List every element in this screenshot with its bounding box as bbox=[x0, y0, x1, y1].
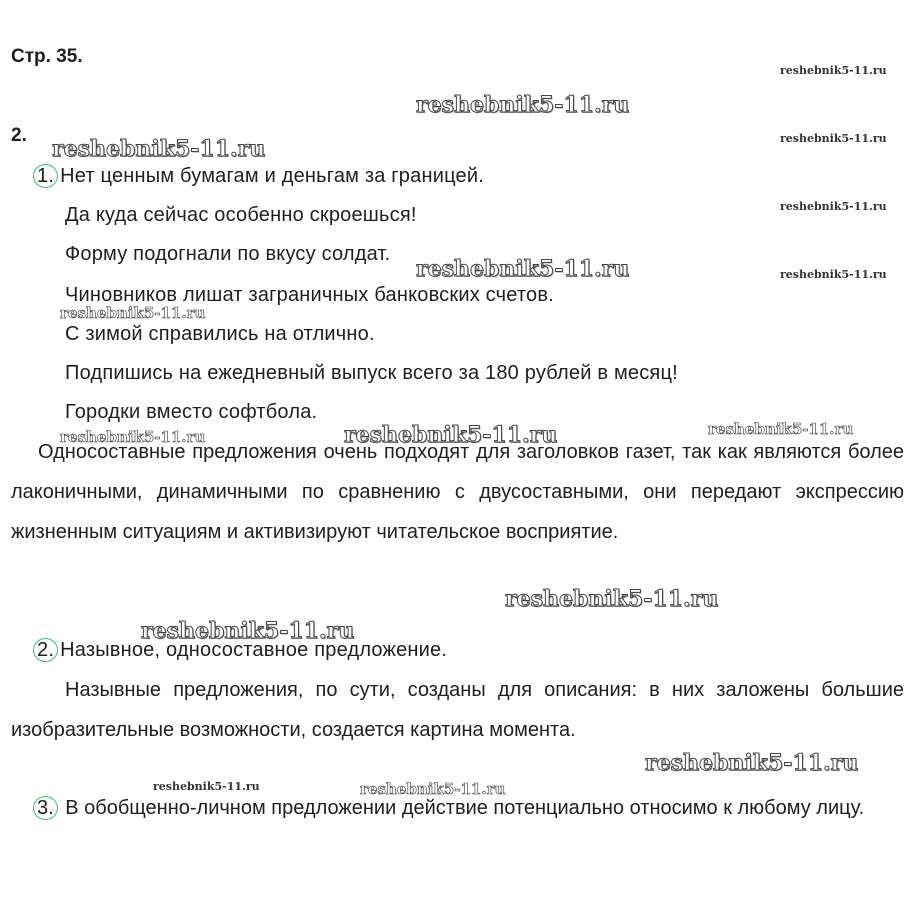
page-label: Стр. 35. bbox=[11, 46, 83, 67]
item-1-line-7: Городки вместо софтбола. bbox=[65, 401, 318, 423]
item-3-text: 3. В обобщенно-личном предложении действие потенциально относимо к любому лицу. bbox=[11, 788, 904, 828]
watermark: reshebnik5-11.ru bbox=[780, 132, 887, 145]
watermark: reshebnik5-11.ru bbox=[780, 64, 887, 77]
watermark: reshebnik5-11.ru bbox=[344, 422, 558, 448]
task-number: 2. bbox=[11, 125, 27, 146]
item-3-number: 3. bbox=[33, 796, 58, 820]
item-1-line-1: 1. Нет ценным бумагам и деньгам за границей. bbox=[33, 164, 484, 188]
item-1-line-5: С зимой справились на отлично. bbox=[65, 323, 375, 345]
item-2-number: 2. bbox=[33, 638, 58, 662]
watermark: reshebnik5-11.ru bbox=[780, 200, 887, 213]
item-2-line-1: 2. Назывное, односоставное предложение. bbox=[33, 638, 447, 662]
watermark: reshebnik5-11.ru bbox=[153, 780, 260, 793]
item-1-line-6: Подпишись на ежедневный выпуск всего за 180 рублей в месяц! bbox=[65, 362, 678, 384]
watermark: reshebnik5-11.ru bbox=[416, 92, 630, 118]
watermark: reshebnik5-11.ru bbox=[360, 780, 506, 798]
watermark: reshebnik5-11.ru bbox=[141, 618, 355, 644]
item-1-explanation: Односоставные предложения очень подходят для заголовков газет, так как являются более лаконичными, динамичными по сравнению с двусоставными, они передают экспрессию жизненным ситуациям и активизируют читательское восприятие. bbox=[11, 441, 904, 543]
watermark: reshebnik5-11.ru bbox=[780, 268, 887, 281]
watermark: reshebnik5-11.ru bbox=[52, 136, 266, 162]
watermark: reshebnik5-11.ru bbox=[645, 750, 859, 776]
item-2-explanation: Назывные предложения, по сути, созданы для описания: в них заложены большие изобразительные возможности, создается картина момента. bbox=[11, 679, 904, 741]
item-1-number: 1. bbox=[33, 164, 58, 188]
item-1-line-2: Да куда сейчас особенно скроешься! bbox=[65, 204, 417, 226]
watermark: reshebnik5-11.ru bbox=[708, 420, 854, 438]
watermark: reshebnik5-11.ru bbox=[416, 256, 630, 282]
watermark: reshebnik5-11.ru bbox=[60, 304, 206, 322]
watermark: reshebnik5-11.ru bbox=[60, 428, 206, 446]
item-1-line-3: Форму подогнали по вкусу солдат. bbox=[65, 243, 391, 265]
watermark: reshebnik5-11.ru bbox=[505, 586, 719, 612]
item-1-line-4: Чиновников лишат заграничных банковских счетов. bbox=[65, 284, 554, 306]
